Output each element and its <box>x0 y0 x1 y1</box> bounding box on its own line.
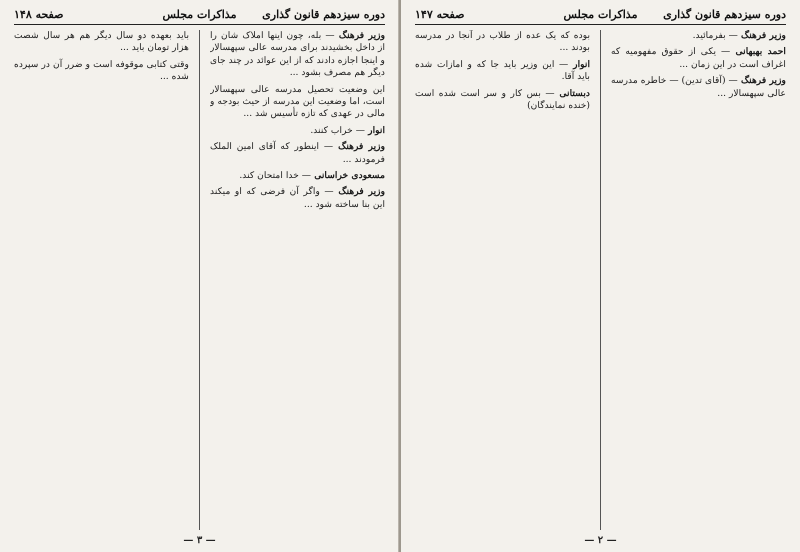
paragraph <box>210 186 385 211</box>
paragraph <box>415 88 590 113</box>
paragraph-text: — بله، چون اینها املاک شان را از داخل بخشیدند برای مدرسه عالی سپهسالار و اینجا اجازه دادند که از این عوائد در چند جای دیگر هم مصرف بشود ... <box>210 30 385 79</box>
speaker-name: وزیر فرهنگ <box>737 75 786 87</box>
paragraph-text: — خدا امتحان کند. <box>239 170 311 182</box>
paragraph-text: — این وزیر باید جا که و امازات شده باید آقا. <box>415 58 590 83</box>
speaker-name: وزیر فرهنگ <box>737 30 786 41</box>
paragraph <box>415 59 590 84</box>
paragraph-text: — واگر آن فرضی که او میکند این بنا ساخته شود ... <box>210 186 385 210</box>
paragraph-text: — اینطور که آقای امین الملک فرمودند ... <box>210 141 385 165</box>
right-header-page-label: صفحه ۱۴۷ <box>415 8 465 21</box>
left-page-footer: — ٣ — <box>183 535 216 546</box>
paragraph-text: این وضعیت تحصیل مدرسه عالی سپهسالار است، اما وضعیت این مدرسه از حیث بودجه و مالی در عهدی که تازه تأسیس شد ... <box>210 83 385 120</box>
speaker-name: انوار <box>568 58 590 70</box>
left-header-title: مذاکرات مجلس <box>162 8 237 21</box>
speaker-name: انوار <box>364 124 385 136</box>
right-page <box>401 0 800 552</box>
paragraph <box>14 59 189 84</box>
speaker-name: مسعودی خراسانی <box>311 170 385 182</box>
paragraph <box>210 30 385 80</box>
paragraph-text: — یکی از حقوق مفهومیه که اغراف است در این زمان ... <box>611 46 786 70</box>
column-divider <box>600 30 601 530</box>
column-divider <box>199 30 200 530</box>
left-page-right-column <box>210 30 385 530</box>
speaker-name: وزیر فرهنگ <box>333 141 385 153</box>
speaker-name: وزیر فرهنگ <box>334 30 385 41</box>
paragraph-text: باید بعهده دو سال دیگر هم هر سال شصت هزار تومان باید ... <box>14 30 189 54</box>
right-page-header <box>415 8 786 25</box>
left-page <box>0 0 399 552</box>
paragraph <box>415 30 590 55</box>
paragraph <box>14 30 189 55</box>
paragraph-text: — (آقای تدین) — خاطره مدرسه عالی سپهسالار ... <box>611 75 786 99</box>
speaker-name: وزیر فرهنگ <box>333 186 385 198</box>
speaker-name: احمد بهبهانی <box>730 46 786 58</box>
right-header-title: مذاکرات مجلس <box>563 8 638 21</box>
paragraph-text: — بفرمائید. <box>692 30 738 41</box>
speaker-name: دبستانی <box>554 87 590 99</box>
paragraph-text: — خراب کنند. <box>310 124 365 136</box>
left-header-session: دوره سیزدهم قانون گذاری <box>262 8 385 21</box>
paragraph <box>210 170 385 182</box>
paragraph <box>210 125 385 137</box>
paragraph <box>210 84 385 121</box>
left-page-header <box>14 8 385 25</box>
paragraph <box>210 141 385 166</box>
right-page-footer: — ۲ — <box>584 535 617 546</box>
right-page-right-column <box>611 30 786 530</box>
paragraph <box>611 75 786 100</box>
left-header-page-label: صفحه ۱۴۸ <box>14 8 64 21</box>
right-header-session: دوره سیزدهم قانون گذاری <box>663 8 786 21</box>
paragraph-text: — بس کار و سر است شده است (خنده نمایندگان) <box>415 87 590 112</box>
paragraph-text: وقتی کتابی موقوفه است و ضرر آن در سپرده شده ... <box>14 58 189 83</box>
paragraph <box>611 30 786 42</box>
paragraph <box>611 46 786 71</box>
paragraph-text: بوده که یک عده از طلاب در آنجا در مدرسه بودند ... <box>415 30 590 54</box>
right-page-left-column <box>415 30 590 530</box>
left-page-left-column <box>14 30 189 530</box>
